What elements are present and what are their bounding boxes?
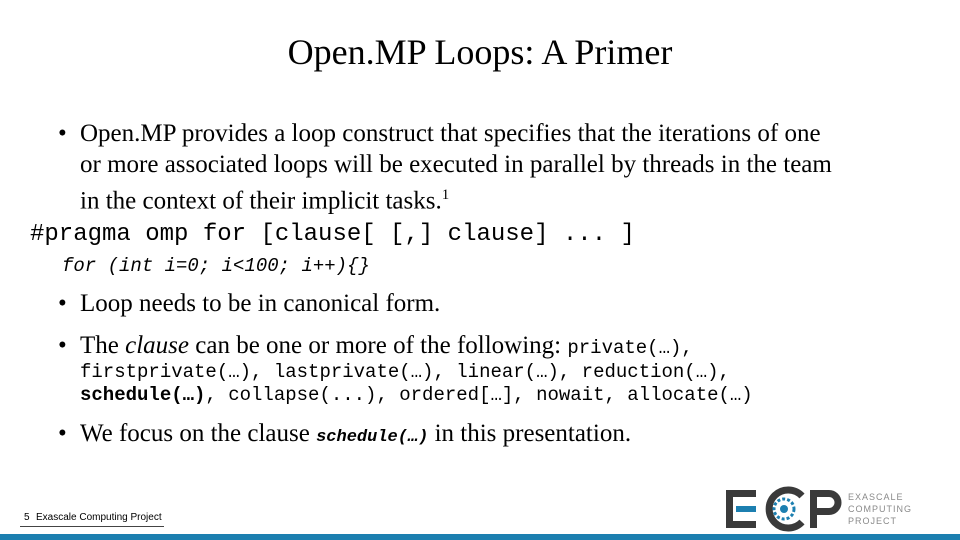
bullet-3-prefix: The <box>80 332 126 359</box>
slide-title: Open.MP Loops: A Primer <box>287 32 673 72</box>
code-for-loop: for (int i=0; i<100; i++){} <box>62 255 370 277</box>
ecp-logo <box>724 484 940 534</box>
page-number: 5 <box>24 512 30 523</box>
logo-c <box>769 490 802 528</box>
clause-word: clause <box>125 332 189 359</box>
footer-divider <box>20 526 164 527</box>
bullet-marker: • <box>58 120 67 147</box>
bullet-1-line-2: or more associated loops will be executed in parallel by threads in the team <box>80 151 832 178</box>
logo-wordmark <box>848 492 912 526</box>
bottom-accent-bar <box>0 534 960 540</box>
bullet-2 <box>58 288 938 319</box>
bullet-marker: • <box>58 290 67 317</box>
bullet-marker: • <box>58 332 67 359</box>
schedule-clause: schedule(…) <box>80 384 206 406</box>
code-pragma: #pragma omp for [clause[ [,] clause] ... ] <box>30 221 635 248</box>
bullet-1-line-3 <box>80 180 449 216</box>
bullet-4-text <box>80 418 631 453</box>
logo-e <box>726 490 756 528</box>
bullet-1-line-1: Open.MP provides a loop construct that specifies that the iterations of one <box>80 120 821 147</box>
footnote-marker: 1 <box>441 187 450 203</box>
bullet-3-line-1 <box>80 330 693 364</box>
logo-word-3: PROJECT <box>848 516 898 526</box>
clause-list-line-2: firstprivate(…), lastprivate(…), linear(…), reduction(…), <box>80 361 730 383</box>
clause-list-line-3 <box>80 383 753 407</box>
logo-p <box>810 490 838 528</box>
bullet-4-prefix: We focus on the clause <box>80 420 317 447</box>
private-clause: private(…), <box>567 337 693 359</box>
bullet-4-suffix: in this presentation. <box>428 420 632 447</box>
logo-word-2: COMPUTING <box>848 504 912 514</box>
bullet-4-code: schedule(…) <box>316 428 429 447</box>
bullet-3-middle: can be one or more of the following: <box>189 332 568 359</box>
footer-project-name: Exascale Computing Project <box>36 512 162 523</box>
logo-word-1: EXASCALE <box>848 492 904 502</box>
bullet-4 <box>58 418 938 449</box>
bullet-2-text: Loop needs to be in canonical form. <box>80 290 441 317</box>
bullet-1 <box>58 118 938 214</box>
bullet-3 <box>58 330 938 361</box>
clause-list-rest: , collapse(...), ordered[…], nowait, allocate(…) <box>205 384 753 406</box>
bullet-marker: • <box>58 420 67 447</box>
bullet-1-line-3-text: in the context of their implicit tasks. <box>80 187 442 215</box>
